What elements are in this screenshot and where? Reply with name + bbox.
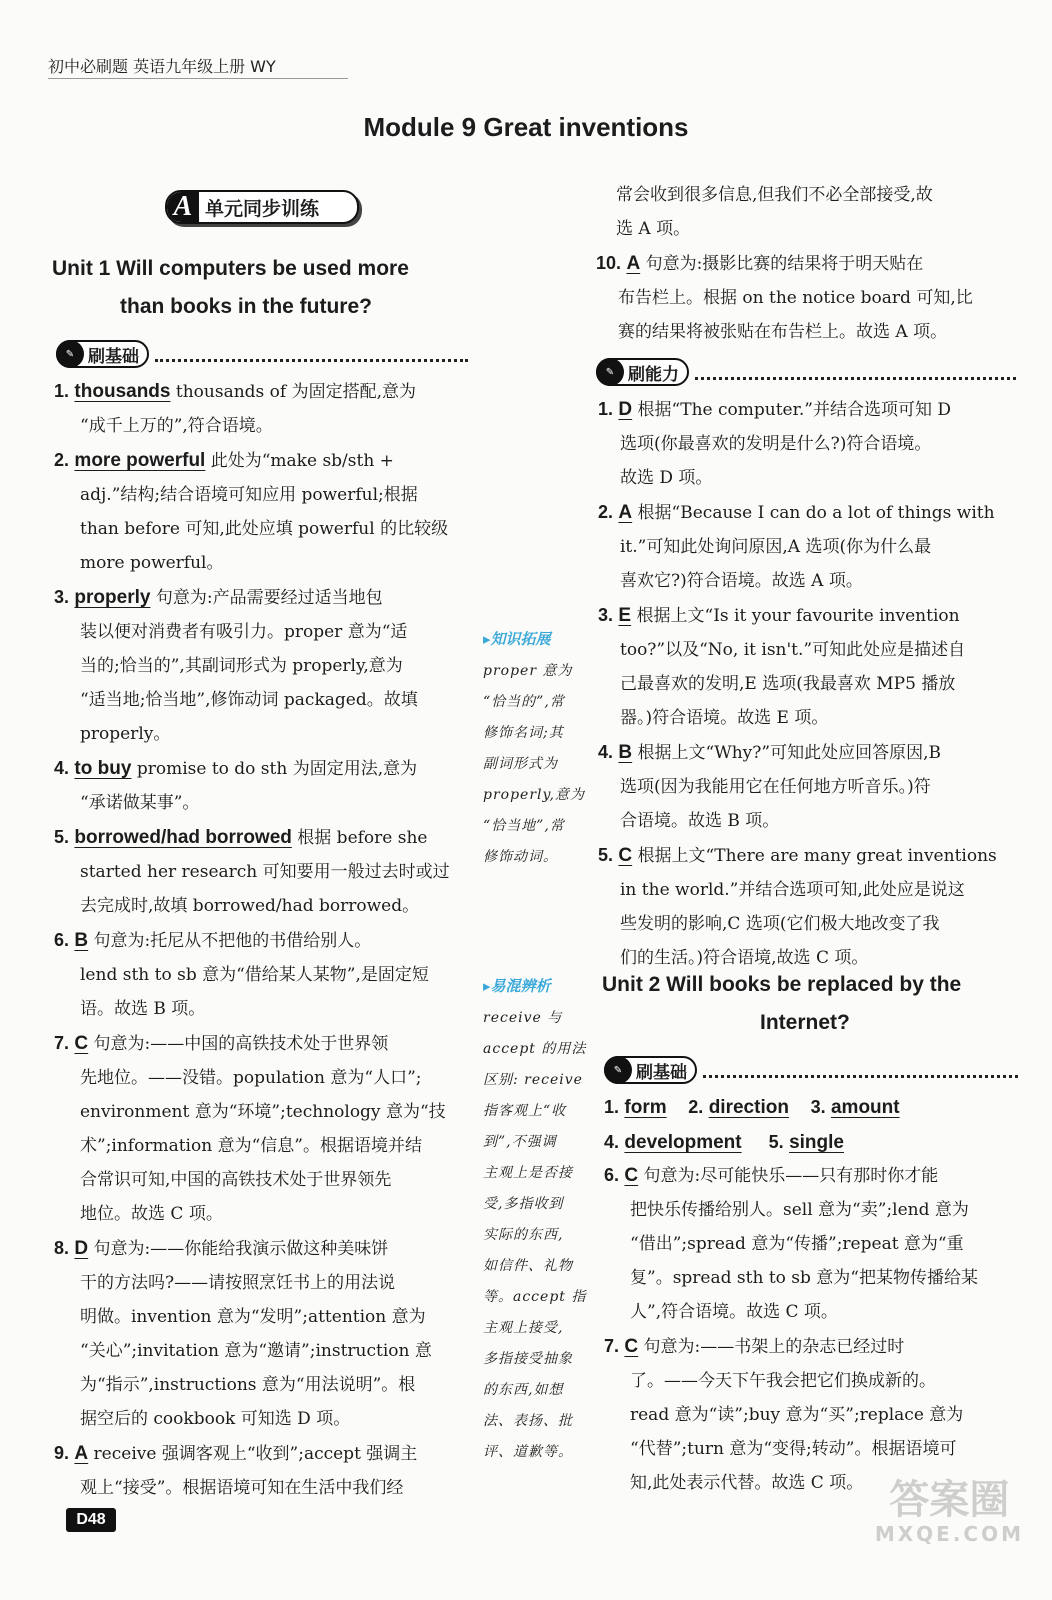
unit1-title-line2: than books in the future? (120, 295, 372, 318)
text-line (54, 683, 474, 717)
text-line (598, 461, 1018, 495)
watermark-line1: 答案圈 (889, 1477, 1010, 1523)
item-text: 语。故选 B 项。 (80, 999, 206, 1019)
answer-value: direction (708, 1097, 789, 1118)
item-number: 5. (54, 827, 70, 847)
answer-item (598, 598, 1018, 735)
arrow-icon: ▸ (483, 977, 491, 995)
item-number: 6. (604, 1165, 620, 1185)
header-rule (48, 78, 348, 79)
item-number: 3. (598, 605, 614, 625)
text-line (54, 889, 474, 923)
text-line (54, 1163, 474, 1197)
item-number: 8. (54, 1238, 70, 1258)
text-line (54, 1095, 474, 1129)
dotted-rule (703, 1063, 1018, 1078)
item-text: lend sth to sb 意为“借给某人某物”,是固定短 (80, 965, 429, 985)
item-number: 1. (54, 381, 70, 401)
side-note-title: 易混辨析 (490, 977, 551, 995)
item-answer: to buy (74, 758, 132, 779)
item-text: read 意为“读”;buy 意为“买”;replace 意为 (630, 1405, 964, 1425)
text-line (54, 615, 474, 649)
item-text: 句意为:托尼从不把他的书借给别人。 (88, 931, 372, 951)
side-note-line: 主观上接受, (483, 1320, 564, 1336)
answer-item (54, 374, 474, 443)
text-line (598, 667, 1018, 701)
item-text: 了。——今天下午我会把它们换成新的。 (630, 1371, 936, 1391)
answer-item (54, 443, 474, 580)
ability-items (598, 392, 1018, 975)
item-text: “关心”;invitation 意为“邀请”;instruction 意 (80, 1341, 432, 1361)
side-note-line: 实际的东西, (483, 1227, 564, 1243)
answer-value: development (624, 1132, 742, 1153)
text-line (54, 1368, 474, 1402)
text-line (604, 1261, 1018, 1295)
answer-item (54, 820, 474, 923)
side-note-line: 到”,不强调 (483, 1134, 557, 1150)
item-number: 7. (54, 1033, 70, 1053)
running-header: 初中必刷题 英语九年级上册 WY (48, 57, 276, 76)
side-note-line: 受,多指收到 (483, 1196, 564, 1212)
item-text: 选项(因为我能用它在任何地方听音乐。)符 (620, 777, 931, 797)
side-note (483, 969, 591, 1468)
item-answer: borrowed/had borrowed (74, 827, 292, 848)
text-line (598, 701, 1018, 735)
item-text: 们的生活。)符合语境,故选 C 项。 (620, 948, 869, 968)
item-answer: E (618, 605, 632, 626)
answer-value: amount (830, 1097, 900, 1118)
item-text: 句意为:产品需要经过适当地包 (150, 588, 383, 608)
item-answer: B (74, 930, 89, 951)
item-answer: more powerful (74, 450, 206, 471)
watermark-line2: MXQE.COM (874, 1522, 1024, 1546)
item-text: 根据“The computer.”并结合选项可知 D (632, 400, 951, 420)
item-text: 根据上文“There are many great inventions (632, 846, 997, 866)
item-answer: C (624, 1336, 639, 1357)
text-line (596, 281, 1016, 315)
item-text: 根据上文“Why?”可知此处应回答原因,B (632, 743, 941, 763)
item-text: 为“指示”,instructions 意为“用法说明”。根 (80, 1375, 416, 1395)
answer-number: 5. (768, 1132, 784, 1152)
text-line (54, 1471, 474, 1505)
answer-item (598, 495, 1018, 598)
tag-basic-label: 刷基础 (636, 1062, 687, 1083)
side-note-line: “恰当的”,常 (483, 694, 565, 710)
side-note-line: 修饰动词。 (483, 849, 558, 865)
item-text: adj.”结构;结合语境可知应用 powerful;根据 (80, 485, 418, 505)
item-text: 根据上文“Is it your favourite invention (631, 606, 960, 626)
item-text: 装以便对消费者有吸引力。proper 意为“适 (80, 622, 408, 642)
item-answer: C (618, 845, 633, 866)
dotted-rule (155, 347, 468, 362)
right-continuation (616, 178, 1016, 246)
side-note-line: 主观上是否接 (483, 1165, 573, 1181)
item-number: 1. (598, 399, 614, 419)
item-text: 句意为:——你能给我演示做这种美味饼 (88, 1239, 389, 1259)
item-text: 句意为:——中国的高铁技术处于世界领 (88, 1034, 389, 1054)
item-text: 人”,符合语境。故选 C 项。 (630, 1302, 838, 1322)
item-text: 赛的结果将被张贴在布告栏上。故选 A 项。 (618, 322, 948, 342)
item-text: 些发明的影响,C 选项(它们极大地改变了我 (620, 914, 940, 934)
item-text: properly。 (80, 724, 171, 744)
text-line (54, 855, 474, 889)
text-line: 选 A 项。 (616, 219, 691, 239)
item-number: 7. (604, 1336, 620, 1356)
arrow-icon: ▸ (483, 630, 491, 648)
side-note-title: 知识拓展 (490, 630, 551, 648)
text-line (598, 838, 1018, 873)
dotted-rule (695, 365, 1016, 380)
item-number: 4. (598, 742, 614, 762)
text-line (604, 1193, 1018, 1227)
item-number: 9. (54, 1443, 70, 1463)
answer-item (598, 392, 1018, 495)
item-text: 句意为:摄影比赛的结果将于明天贴在 (640, 254, 924, 274)
unit1-title-line1: Unit 1 Will computers be used more (52, 257, 409, 280)
side-note-line: proper 意为 (483, 663, 573, 679)
item-text: 当的;恰当的”,其副词形式为 properly,意为 (80, 656, 403, 676)
text-line (54, 1129, 474, 1163)
item-answer: B (618, 742, 633, 763)
item-10 (596, 246, 1016, 349)
item-text: started her research 可知要用一般过去时或过 (80, 862, 450, 882)
item-text: 布告栏上。根据 on the notice board 可知,比 (618, 288, 973, 308)
unit2-title-line2: Internet? (760, 1011, 850, 1034)
text-line (54, 992, 474, 1026)
pen-icon: ✎ (56, 340, 84, 368)
side-note-line: 如信件、礼物 (483, 1258, 573, 1274)
tag-basic-2 (604, 1056, 1018, 1084)
text-line (54, 1300, 474, 1334)
item-text: 去完成时,故填 borrowed/had borrowed。 (80, 896, 420, 916)
tag-basic-pill (56, 340, 149, 368)
text-line (54, 820, 474, 855)
answer-value: single (789, 1132, 844, 1153)
text-line (54, 1436, 474, 1471)
answer-item (54, 580, 474, 751)
text-line (604, 1295, 1018, 1329)
item-text: more powerful。 (80, 553, 224, 573)
item-number: 4. (54, 758, 70, 778)
text-line (54, 923, 474, 958)
answer-number: 1. (604, 1097, 620, 1117)
answer-item (54, 1231, 474, 1436)
section-a-label: 单元同步训练 (205, 197, 320, 220)
text-line (598, 770, 1018, 804)
answer-row (604, 1125, 1024, 1160)
item-answer: C (74, 1033, 89, 1054)
item-text: 观上“接受”。根据语境可知在生活中我们经 (80, 1478, 404, 1498)
item-answer: A (618, 502, 633, 523)
item-text: “成千上万的”,符合语境。 (80, 416, 273, 436)
text-line (604, 1329, 1018, 1364)
text-line (54, 717, 474, 751)
item-text: 干的方法吗?——请按照烹饪书上的用法说 (80, 1273, 396, 1293)
answer-row (604, 1090, 1024, 1125)
text-line (598, 495, 1018, 530)
item-text: too?”以及“No, it isn't.”可知此处应是描述自 (620, 640, 966, 660)
text-line (598, 633, 1018, 667)
item-text: in the world.”并结合选项可知,此处应是说这 (620, 880, 965, 900)
side-note-line: 评、道歉等。 (483, 1444, 573, 1460)
text-line (54, 512, 474, 546)
answer-item (598, 735, 1018, 838)
text-line (54, 1334, 474, 1368)
text-line (598, 530, 1018, 564)
item-text: 己最喜欢的发明,E 选项(我最喜欢 MP5 播放 (620, 674, 956, 694)
item-number: 2. (54, 450, 70, 470)
pen-icon: ✎ (604, 1056, 632, 1084)
text-line (604, 1432, 1018, 1466)
pen-icon: ✎ (596, 358, 624, 386)
item-text: 合语境。故选 B 项。 (620, 811, 780, 831)
item-text: 根据“Because I can do a lot of things with (632, 503, 995, 523)
item-text: 选项(你最喜欢的发明是什么?)符合语境。 (620, 434, 932, 454)
tag-ability-label: 刷能力 (628, 364, 679, 385)
item-text: 句意为:尽可能快乐——只有那时你才能 (638, 1166, 939, 1186)
text-line (598, 907, 1018, 941)
text-line (54, 1197, 474, 1231)
side-note-line: “恰当地”,常 (483, 818, 565, 834)
text-line (54, 1061, 474, 1095)
text-line (54, 580, 474, 615)
item-number: 6. (54, 930, 70, 950)
text-line (54, 649, 474, 683)
item-text: 喜欢它?)符合语境。故选 A 项。 (620, 571, 863, 591)
side-note-line: 法、表扬、批 (483, 1413, 573, 1429)
side-note-line: 副词形式为 (483, 756, 558, 772)
side-note-line: 等。accept 指 (483, 1289, 587, 1305)
text-line (596, 246, 1016, 281)
answer-item (54, 1026, 474, 1231)
tag-basic-pill (604, 1056, 697, 1084)
side-note-head (483, 622, 591, 656)
tag-basic-1 (56, 340, 468, 368)
item-answer: C (624, 1165, 639, 1186)
text-line (54, 374, 474, 409)
item-text: 句意为:——书架上的杂志已经过时 (638, 1337, 905, 1357)
item-number: 5. (598, 845, 614, 865)
item-text: 据空后的 cookbook 可知选 D 项。 (80, 1409, 351, 1429)
item-text: 地位。故选 C 项。 (80, 1204, 223, 1224)
item-text: 器。)符合语境。故选 E 项。 (620, 708, 829, 728)
item-number: 3. (54, 587, 70, 607)
item-number: 2. (598, 502, 614, 522)
item-text: 知,此处表示代替。故选 C 项。 (630, 1473, 864, 1493)
section-a-banner (165, 190, 359, 224)
tag-basic-label: 刷基础 (88, 346, 139, 367)
text-line (596, 315, 1016, 349)
item-text: “代替”;turn 意为“变得;转动”。根据语境可 (630, 1439, 957, 1459)
tag-ability-pill (596, 358, 689, 386)
item-answer: properly (74, 587, 151, 608)
item-text: 此处为“make sb/sth + (205, 451, 394, 471)
item-text: than before 可知,此处应填 powerful 的比较级 (80, 519, 449, 539)
text-line (598, 735, 1018, 770)
text-line (598, 427, 1018, 461)
side-note-line: 多指接受抽象 (483, 1351, 573, 1367)
item-text: 合常识可知,中国的高铁技术处于世界领先 (80, 1170, 392, 1190)
answer-item (54, 751, 474, 820)
text-line (598, 873, 1018, 907)
item-answer: A (74, 1443, 89, 1464)
page-number: D48 (66, 1508, 116, 1532)
item-answer: thousands (74, 381, 171, 402)
unit2-title (602, 966, 1022, 1042)
answer-item (604, 1158, 1018, 1329)
side-note-line: 指客观上“收 (483, 1103, 567, 1119)
text-line (604, 1158, 1018, 1193)
text-line (54, 443, 474, 478)
answer-number: 2. (688, 1097, 704, 1117)
item-text: 根据 before she (291, 828, 428, 848)
left-column-items (54, 374, 474, 1505)
item-text: environment 意为“环境”;technology 意为“技 (80, 1102, 446, 1122)
answer-value: form (624, 1097, 667, 1118)
side-note-line: 的东西,如想 (483, 1382, 564, 1398)
module-title: Module 9 Great inventions (363, 112, 689, 142)
side-note (483, 622, 591, 873)
item-text: 把快乐传播给别人。sell 意为“卖”;lend 意为 (630, 1200, 969, 1220)
side-note-line: 修饰名词;其 (483, 725, 564, 741)
item-text: it.”可知此处询问原因,A 选项(你为什么最 (620, 537, 932, 557)
item-text: 术”;information 意为“信息”。根据语境并结 (80, 1136, 422, 1156)
answer-item (598, 838, 1018, 975)
side-note-line: 区别: receive (483, 1072, 583, 1088)
text-line (604, 1364, 1018, 1398)
text-line (598, 598, 1018, 633)
unit2-title-line1: Unit 2 Will books be replaced by the (602, 973, 962, 996)
item-answer: D (618, 399, 633, 420)
text-line (54, 786, 474, 820)
side-note-line: accept 的用法 (483, 1041, 587, 1057)
answer-item (54, 923, 474, 1026)
side-note-head (483, 969, 591, 1003)
text-line (598, 804, 1018, 838)
item-text: 明做。invention 意为“发明”;attention 意为 (80, 1307, 426, 1327)
answer-number: 3. (810, 1097, 826, 1117)
text-line (54, 409, 474, 443)
unit1-title (52, 250, 482, 326)
answer-item (54, 1436, 474, 1505)
item-text: thousands of 为固定搭配,意为 (170, 382, 417, 402)
answer-item (604, 1329, 1018, 1500)
item-answer: A (626, 253, 641, 274)
item-text: “借出”;spread 意为“传播”;repeat 意为“重 (630, 1234, 964, 1254)
item-text: “承诺做某事”。 (80, 793, 200, 813)
text-line (54, 546, 474, 580)
side-note-line: receive 与 (483, 1010, 563, 1026)
item-text: receive 强调客观上“收到”;accept 强调主 (88, 1444, 418, 1464)
text-line (604, 1227, 1018, 1261)
side-notes (483, 622, 591, 1468)
text-line (54, 478, 474, 512)
item-text: 故选 D 项。 (620, 468, 713, 488)
item-number: 10. (596, 253, 622, 273)
text-line (604, 1398, 1018, 1432)
unit2-items (604, 1158, 1018, 1500)
text-line (598, 392, 1018, 427)
item-text: “适当地;恰当地”,修饰动词 packaged。故填 (80, 690, 418, 710)
text-line: 常会收到很多信息,但我们不必全部接受,故 (616, 185, 933, 205)
text-line (54, 1026, 474, 1061)
answer-number: 4. (604, 1132, 620, 1152)
watermark (875, 1478, 1024, 1546)
text-line (598, 564, 1018, 598)
section-a-badge: A (167, 192, 199, 222)
unit2-fill-answers (604, 1090, 1024, 1160)
item-text: promise to do sth 为固定用法,意为 (131, 759, 418, 779)
item-text: 复”。spread sth to sb 意为“把某物传播给某 (630, 1268, 978, 1288)
tag-ability (596, 358, 1016, 386)
side-note-line: properly,意为 (483, 787, 585, 803)
text-line (54, 1231, 474, 1266)
text-line (54, 958, 474, 992)
text-line (54, 751, 474, 786)
text-line (54, 1402, 474, 1436)
item-answer: D (74, 1238, 89, 1259)
item-text: 先地位。——没错。population 意为“人口”; (80, 1068, 422, 1088)
text-line (54, 1266, 474, 1300)
